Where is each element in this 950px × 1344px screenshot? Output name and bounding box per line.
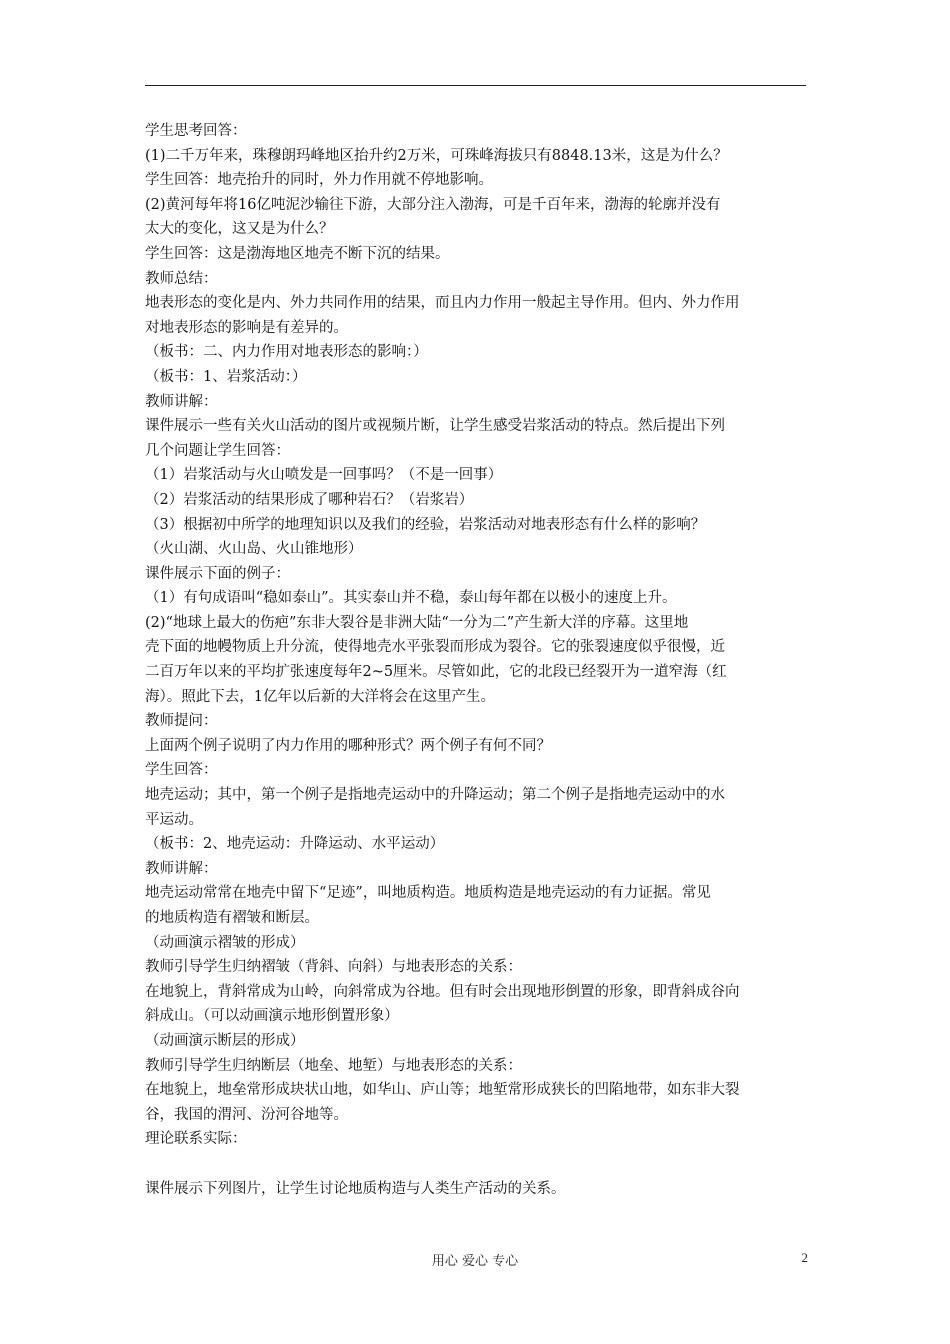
footer-slogan: 用心 爱心 专心 <box>431 1254 519 1269</box>
text-line: （1）有句成语叫“稳如泰山”。其实泰山并不稳，泰山每年都在以极小的速度上升。 <box>145 590 677 607</box>
text-line: 海）。照此下去，1亿年以后新的大洋将会在这里产生。 <box>145 688 495 705</box>
text-line: （动画演示褶皱的形成） <box>145 934 305 951</box>
text-line: 教师引导学生归纳断层（地垒、地堑）与地表形态的关系： <box>145 1057 522 1074</box>
text-line: 几个问题让学生回答： <box>145 442 290 459</box>
text-line: 学生回答：地壳抬升的同时，外力作用就不停地影响。 <box>145 172 493 189</box>
document-body <box>145 119 807 1201</box>
text-line: （1）岩浆活动与火山喷发是一回事吗？（不是一回事） <box>145 467 503 484</box>
text-line: （2）岩浆活动的结果形成了哪种岩石？（岩浆岩） <box>145 491 474 508</box>
text-line: 对地表形态的影响是有差异的。 <box>145 319 348 336</box>
closing-line: 课件展示下列图片，让学生讨论地质构造与人类生产活动的关系。 <box>145 1180 566 1197</box>
text-line: 谷，我国的渭河、汾河谷地等。 <box>145 1106 348 1123</box>
text-line: 教师引导学生归纳褶皱（背斜、向斜）与地表形态的关系： <box>145 959 522 976</box>
text-line: （动画演示断层的形成） <box>145 1032 305 1049</box>
text-line: 教师讲解： <box>145 393 218 410</box>
text-line: （板书：1、岩浆活动：） <box>145 368 307 385</box>
text-line: （板书：2、地壳运动：升降运动、水平运动） <box>145 836 445 853</box>
text-line: 教师总结： <box>145 270 218 287</box>
text-line: 壳下面的地幔物质上升分流，使得地壳水平张裂而形成为裂谷。它的张裂速度似乎很慢，近 <box>145 639 725 656</box>
text-line: 课件展示一些有关火山活动的图片或视频片断，让学生感受岩浆活动的特点。然后提出下列 <box>145 418 725 435</box>
text-line: (2)黄河每年将16亿吨泥沙输往下游，大部分注入渤海，可是千百年来，渤海的轮廓并没有 <box>145 196 721 213</box>
text-line: 在地貌上，地垒常形成块状山地，如华山、庐山等；地堑常形成狭长的凹陷地带，如东非大裂 <box>145 1082 740 1099</box>
text-line: 学生思考回答： <box>145 123 247 139</box>
text-line: 理论联系实际： <box>145 1131 247 1148</box>
text-line: （板书：二、内力作用对地表形态的影响：） <box>145 344 428 361</box>
text-line: 教师提问： <box>145 713 218 730</box>
blank-line <box>145 1152 807 1177</box>
text-line: 学生回答： <box>145 762 218 779</box>
text-line: （火山湖、火山岛、火山锥地形） <box>145 541 363 558</box>
text-line: 二百万年以来的平均扩张速度每年2~5厘米。尽管如此，它的北段已经裂开为一道窄海（红 <box>145 664 727 681</box>
text-line: 的地质构造有褶皱和断层。 <box>145 910 319 926</box>
text-line: 地壳运动常常在地壳中留下“足迹”，叫地质构造。地质构造是地壳运动的有力证据。常见 <box>145 885 711 902</box>
page-number: 2 <box>801 1250 808 1265</box>
text-line: (1)二千万年来，珠穆朗玛峰地区抬升约2万米，可珠峰海拔只有8848.13米，这是为什么？ <box>145 147 728 164</box>
text-line: 地壳运动；其中，第一个例子是指地壳运动中的升降运动；第二个例子是指地壳运动中的水 <box>145 787 725 804</box>
text-line: 斜成山。（可以动画演示地形倒置形象） <box>145 1008 399 1025</box>
text-line: 平运动。 <box>145 811 203 828</box>
text-line: (2)“地球上最大的伤疤”东非大裂谷是非洲大陆“一分为二”产生新大洋的序幕。这里地 <box>145 614 689 631</box>
text-line: 学生回答：这是渤海地区地壳不断下沉的结果。 <box>145 245 450 262</box>
text-line: 课件展示下面的例子： <box>145 565 290 582</box>
text-line: 太大的变化，这又是为什么？ <box>145 221 334 238</box>
text-line: 在地貌上，背斜常成为山岭，向斜常成为谷地。但有时会出现地形倒置的形象，即背斜成谷向 <box>145 983 740 1000</box>
text-line: 上面两个例子说明了内力作用的哪种形式？两个例子有何不同？ <box>145 737 551 754</box>
text-line: 地表形态的变化是内、外力共同作用的结果，而且内力作用一般起主导作用。但内、外力作用 <box>145 295 740 312</box>
text-line: 教师讲解： <box>145 860 218 877</box>
header-rule <box>145 85 806 86</box>
text-line: （3）根据初中所学的地理知识以及我们的经验，岩浆活动对地表形态有什么样的影响？ <box>145 516 706 533</box>
